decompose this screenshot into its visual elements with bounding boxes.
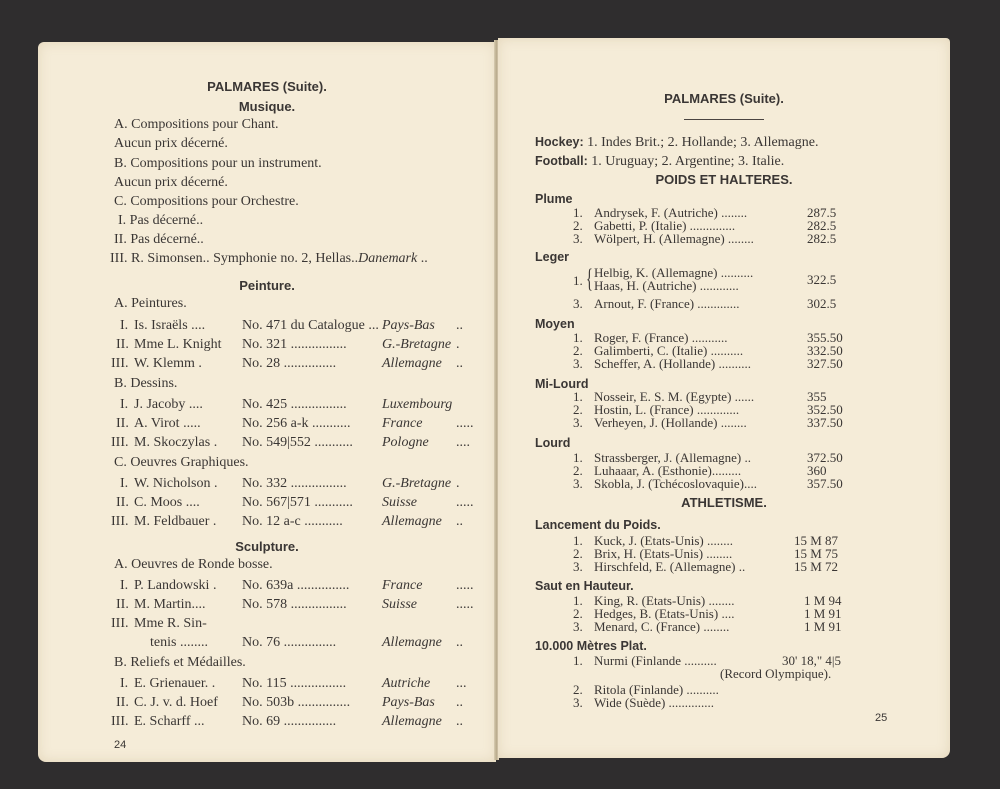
country: Pologne [382, 435, 429, 450]
country: France [382, 578, 423, 593]
musique-c-label: C. Compositions pour Orchestre. [114, 194, 299, 209]
catalogue-number: No. 321 ................ [242, 337, 347, 352]
athlete-name: Wide (Suède) .............. [594, 695, 715, 710]
mi-lourd-label: Mi-Lourd [535, 377, 589, 391]
country: Autriche [382, 676, 431, 691]
result-value: 322.5 [807, 272, 837, 287]
rank: 2. [573, 343, 583, 358]
result-value: 1 M 91 [804, 606, 842, 621]
rank: III. [111, 714, 129, 729]
entry-text: Pas décerné.. [130, 232, 204, 247]
country: Luxembourg [382, 397, 453, 412]
sculpture-heading: Sculpture. [235, 539, 299, 554]
leader-dots: .. [456, 356, 463, 371]
result-value: 30' 18," 4|5 [782, 653, 842, 668]
musique-a-result: Aucun prix décerné. [114, 136, 228, 151]
result-value: 372.50 [807, 450, 843, 465]
rank: 1. [573, 205, 583, 220]
result-value: 1 M 94 [804, 593, 842, 608]
catalogue-number: No. 332 ................ [242, 476, 347, 491]
name: C. J. v. d. Hoef [134, 695, 218, 710]
table-row [498, 232, 950, 245]
left-page-title: PALMARES (Suite). [207, 79, 327, 94]
catalogue-number: No. 503b ............... [242, 695, 351, 710]
catalogue-number: No. 639a ............... [242, 578, 350, 593]
athlete-name: King, R. (Etats-Unis) ........ [594, 593, 735, 608]
table-row [38, 337, 496, 353]
name: Is. Israëls .... [134, 318, 206, 333]
musique-b-result: Aucun prix décerné. [114, 175, 228, 190]
country: Suisse [382, 597, 417, 612]
title-rule [684, 119, 764, 120]
result-value: 15 M 75 [794, 546, 839, 561]
catalogue-number: No. 115 ................ [242, 676, 347, 691]
rank: 3. [573, 356, 583, 371]
name: C. Moos .... [134, 495, 200, 510]
result-value: 282.5 [807, 231, 837, 246]
athlete-name: Kuck, J. (Etats-Unis) ........ [594, 533, 734, 548]
football-label: Football: [535, 154, 588, 168]
rank: III. [110, 251, 128, 266]
leader-dots: .. [456, 635, 463, 650]
result-value: 355 [807, 389, 827, 404]
leader-dots: . [456, 337, 460, 352]
table-row [498, 667, 950, 680]
result-value: 332.50 [807, 343, 843, 358]
name: E. Grienauer. . [134, 676, 216, 691]
table-row [498, 416, 950, 429]
rank: 1. [573, 389, 583, 404]
catalogue-number: No. 578 ................ [242, 597, 347, 612]
athlete-name: Andrysek, F. (Autriche) ........ [594, 205, 748, 220]
entry-text: Pas décerné.. [129, 213, 204, 228]
catalogue-number: No. 12 a-c ........... [242, 514, 343, 529]
athletisme-heading: ATHLETISME. [681, 495, 767, 510]
rank: 1. [573, 273, 583, 288]
athlete-name: Roger, F. (France) ........... [594, 330, 728, 345]
country: France [382, 416, 423, 431]
name: W. Klemm . [134, 356, 202, 371]
athlete-name: Arnout, F. (France) ............. [594, 296, 740, 311]
page-number-left: 24 [114, 739, 127, 751]
leader-dots: .. [456, 695, 463, 710]
country: Allemagne [382, 714, 442, 729]
result-value: 355.50 [807, 330, 843, 345]
athlete-name: Galimberti, C. (Italie) .......... [594, 343, 744, 358]
table-row [498, 683, 950, 696]
rank: 3. [573, 695, 583, 710]
result-value: 327.50 [807, 356, 843, 371]
result-value: 1 M 91 [804, 619, 842, 634]
athlete-name: Ritola (Finlande) .......... [594, 682, 719, 697]
table-row [38, 416, 496, 432]
rank: 3. [573, 296, 583, 311]
table-row [38, 318, 496, 334]
list-item [114, 232, 204, 248]
table-row [38, 616, 496, 632]
leader-dots: .. [456, 514, 463, 529]
musique-a-label: A. Compositions pour Chant. [114, 117, 279, 132]
result-value: 360 [807, 463, 827, 478]
country: Allemagne [382, 514, 442, 529]
musique-heading: Musique. [238, 99, 296, 114]
name: Mme R. Sin- [134, 616, 207, 631]
result-value: (Record Olympique). [720, 666, 832, 681]
rank: 3. [573, 476, 583, 491]
athlete-name: Nurmi (Finlande .......... [594, 653, 717, 668]
rank: II. [114, 232, 127, 247]
athlete-name: Helbig, K. (Allemagne) .......... [594, 265, 754, 280]
rank: 2. [573, 402, 583, 417]
table-row-tie [498, 266, 950, 294]
rank: 1. [573, 533, 583, 548]
athlete-name: Nosseir, E. S. M. (Egypte) ...... [594, 389, 755, 404]
dessins-label: B. Dessins. [114, 376, 178, 391]
rank: II. [116, 495, 129, 510]
table-row [38, 397, 496, 413]
rank: I. [120, 397, 129, 412]
name: P. Landowski . [134, 578, 217, 593]
table-row [38, 514, 496, 530]
athlete-name: Brix, H. (Etats-Unis) ........ [594, 546, 733, 561]
rank: I. [120, 318, 129, 333]
name: E. Scharff ... [134, 714, 205, 729]
list-item [118, 213, 203, 229]
dixmille-label: 10.000 Mètres Plat. [535, 639, 647, 653]
rank: 2. [573, 606, 583, 621]
catalogue-number: No. 567|571 ........... [242, 495, 353, 510]
leader-dots: .. [420, 251, 428, 266]
table-row [38, 597, 496, 613]
leader-dots: .... [456, 435, 470, 450]
athlete-name: Hirschfeld, E. (Allemagne) .. [594, 559, 746, 574]
name: J. Jacoby .... [134, 397, 203, 412]
athlete-name: Luhaaar, A. (Esthonie)......... [594, 463, 742, 478]
rank: II. [116, 695, 129, 710]
result-value: 337.50 [807, 415, 843, 430]
rank: 2. [573, 463, 583, 478]
page-number-right: 25 [875, 712, 888, 724]
rank: I. [120, 676, 129, 691]
country: Pays-Bas [382, 695, 435, 710]
table-row [498, 560, 950, 573]
catalogue-number: No. 69 ............... [242, 714, 337, 729]
football-line [535, 153, 784, 170]
result-value: 287.5 [807, 205, 837, 220]
name: Mme L. Knight [134, 337, 222, 352]
rank: 3. [573, 559, 583, 574]
peinture-a-label: A. Peintures. [114, 296, 187, 311]
athlete-name: Hostin, L. (France) ............. [594, 402, 740, 417]
country: G.-Bretagne [382, 476, 452, 491]
table-row [38, 714, 496, 730]
lourd-label: Lourd [535, 436, 571, 450]
rank: III. [111, 356, 129, 371]
country: Suisse [382, 495, 417, 510]
musique-b-label: B. Compositions pour un instrument. [114, 156, 322, 171]
table-row [38, 578, 496, 594]
leader-dots: ..... [456, 597, 474, 612]
rank: 1. [573, 450, 583, 465]
result-value: 15 M 87 [794, 533, 839, 548]
table-row [38, 695, 496, 711]
name: M. Martin.... [134, 597, 206, 612]
rank: II. [116, 337, 129, 352]
brace-icon: { [586, 264, 593, 293]
rank: 3. [573, 415, 583, 430]
rank: 1. [573, 653, 583, 668]
rank: 1. [573, 330, 583, 345]
country: Danemark [358, 251, 418, 266]
catalogue-number: No. 76 ............... [242, 635, 337, 650]
right-page-title: PALMARES (Suite). [664, 91, 784, 106]
country: G.-Bretagne [382, 337, 452, 352]
left-page [38, 42, 496, 762]
athlete-name: Strassberger, J. (Allemagne) .. [594, 450, 752, 465]
athlete-name: Skobla, J. (Tchécoslovaquie).... [594, 476, 757, 491]
rank: 3. [573, 619, 583, 634]
rank: 2. [573, 218, 583, 233]
athlete-name: Verheyen, J. (Hollande) ........ [594, 415, 747, 430]
result-value: 357.50 [807, 476, 843, 491]
leader-dots: ..... [456, 578, 474, 593]
athlete-name: Menard, C. (France) ........ [594, 619, 730, 634]
hockey-line [535, 134, 819, 151]
rank: III. [111, 435, 129, 450]
list-item [110, 251, 428, 267]
table-row [38, 495, 496, 511]
result-value: 352.50 [807, 402, 843, 417]
athlete-name: Hedges, B. (Etats-Unis) .... [594, 606, 735, 621]
catalogue-number: No. 256 a-k ........... [242, 416, 351, 431]
rank: I. [118, 213, 127, 228]
athlete-name: Wölpert, H. (Allemagne) ........ [594, 231, 754, 246]
hockey-label: Hockey: [535, 135, 584, 149]
leader-dots: .. [456, 714, 463, 729]
peinture-heading: Peinture. [239, 278, 295, 293]
poids-heading: POIDS ET HALTERES. [655, 172, 793, 187]
table-row [498, 297, 950, 310]
rank: 2. [573, 682, 583, 697]
rank: 2. [573, 546, 583, 561]
result-value: 302.5 [807, 296, 837, 311]
football-result: 1. Uruguay; 2. Argentine; 3. Italie. [591, 154, 785, 169]
oeuvres-graphiques-label: C. Oeuvres Graphiques. [114, 455, 249, 470]
name: M. Skoczylas . [134, 435, 218, 450]
leader-dots: ..... [456, 495, 474, 510]
country: Allemagne [382, 635, 442, 650]
rank: III. [111, 616, 129, 631]
rank: I. [120, 578, 129, 593]
name: tenis ........ [150, 635, 208, 650]
rank: III. [111, 514, 129, 529]
leader-dots: . [456, 476, 460, 491]
table-row [498, 357, 950, 370]
lancement-poids-label: Lancement du Poids. [535, 518, 661, 532]
rank: II. [116, 416, 129, 431]
athlete-name: Gabetti, P. (Italie) .............. [594, 218, 736, 233]
saut-hauteur-label: Saut en Hauteur. [535, 579, 634, 593]
result-value: 282.5 [807, 218, 837, 233]
country: Pays-Bas [382, 318, 435, 333]
country: Allemagne [382, 356, 442, 371]
rank: I. [120, 476, 129, 491]
entry-text: R. Simonsen.. Symphonie no. 2, Hellas.. [131, 251, 359, 266]
leader-dots: .. [456, 318, 463, 333]
name: M. Feldbauer . [134, 514, 217, 529]
athlete-name: Scheffer, A. (Hollande) .......... [594, 356, 752, 371]
moyen-label: Moyen [535, 317, 575, 331]
hockey-result: 1. Indes Brit.; 2. Hollande; 3. Allemagne. [587, 135, 819, 150]
name: W. Nicholson . [134, 476, 218, 491]
ronde-bosse-label: A. Oeuvres de Ronde bosse. [114, 557, 273, 572]
catalogue-number: No. 549|552 ........... [242, 435, 353, 450]
reliefs-medailles-label: B. Reliefs et Médailles. [114, 655, 246, 670]
rank: 1. [573, 593, 583, 608]
table-row [498, 477, 950, 490]
catalogue-number: No. 471 du Catalogue ... [242, 318, 379, 333]
table-row [498, 696, 950, 709]
result-value: 15 M 72 [794, 559, 839, 574]
leger-label: Leger [535, 250, 570, 264]
leader-dots: ... [456, 676, 467, 691]
name: A. Virot ..... [134, 416, 201, 431]
rank: 3. [573, 231, 583, 246]
leader-dots: ..... [456, 416, 474, 431]
table-row [498, 620, 950, 633]
table-row [38, 635, 496, 651]
athlete-name: Haas, H. (Autriche) ............ [594, 278, 739, 293]
rank: II. [116, 597, 129, 612]
right-page [498, 38, 950, 758]
table-row [38, 676, 496, 692]
table-row [38, 435, 496, 451]
plume-label: Plume [535, 192, 573, 206]
table-row [38, 356, 496, 372]
catalogue-number: No. 425 ................ [242, 397, 347, 412]
catalogue-number: No. 28 ............... [242, 356, 337, 371]
table-row [38, 476, 496, 492]
